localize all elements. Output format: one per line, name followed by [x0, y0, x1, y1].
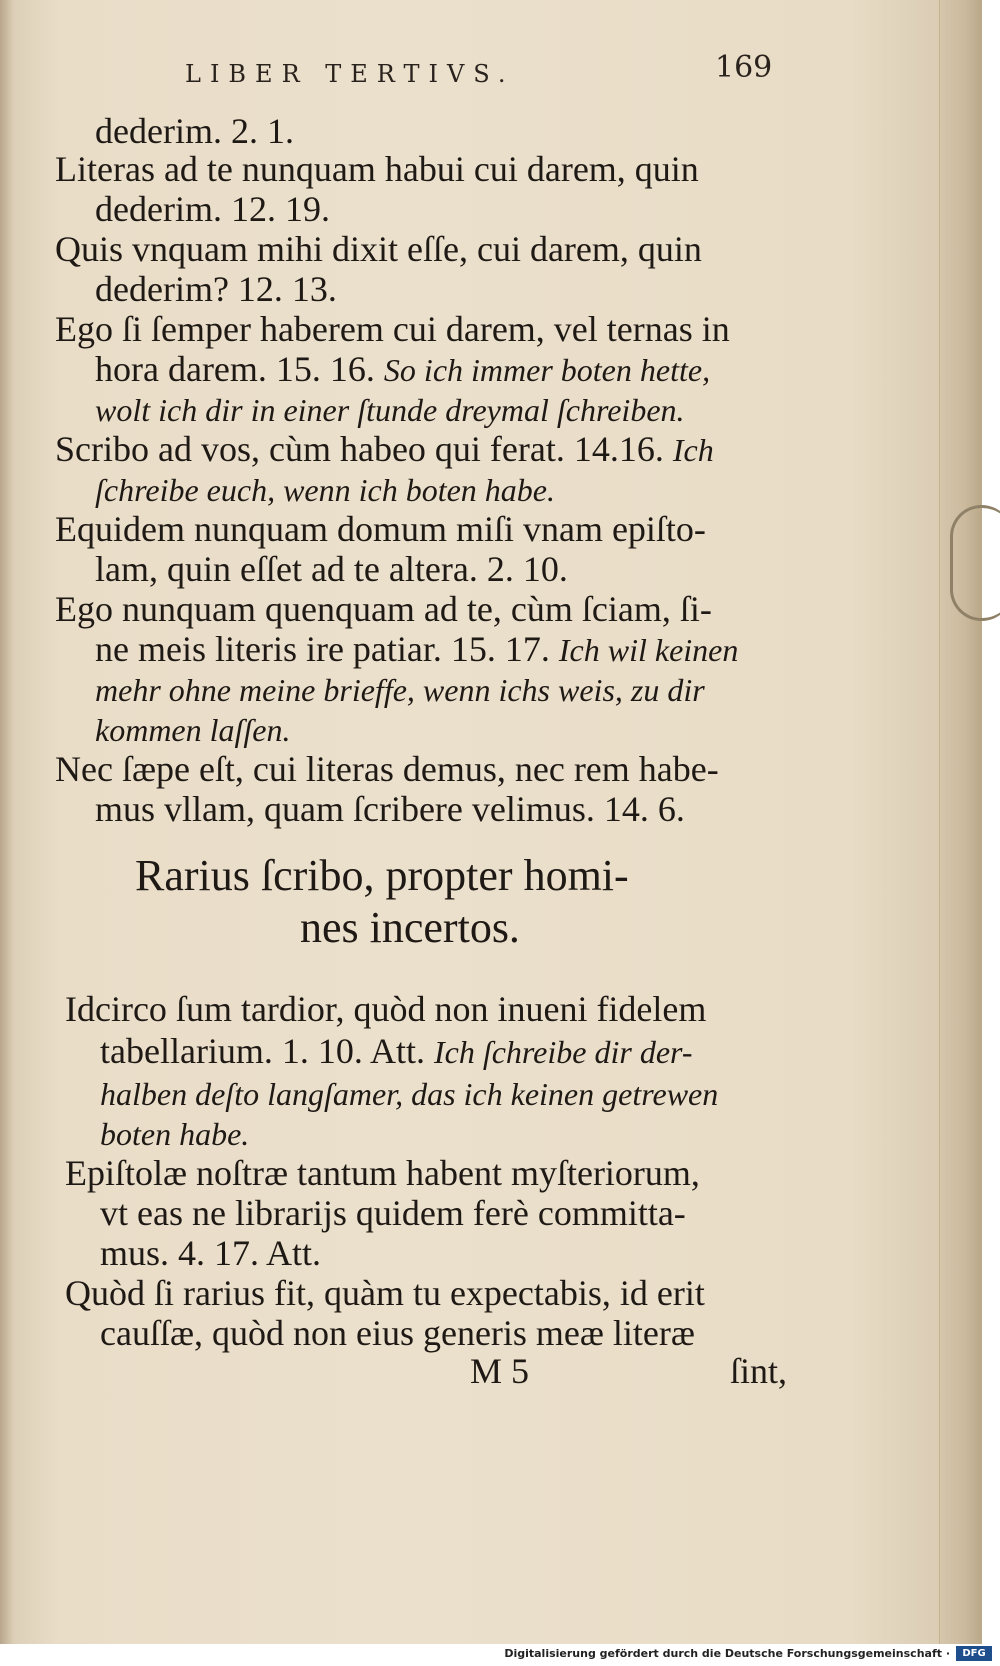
text-line: Scribo ad vos, cùm habeo qui ferat. 14.16. Ich	[55, 429, 714, 469]
text-line	[95, 468, 555, 510]
german-translation: So ich immer boten hette,	[383, 352, 711, 388]
text-line: Epiſtolæ noſtræ tantum habent myſteriorum,	[65, 1153, 700, 1193]
signature-mark: M 5	[470, 1351, 530, 1391]
text-line: Equidem nunquam domum miſi vnam epiſto-	[55, 509, 706, 549]
text-line: Quis vnquam mihi dixit eſſe, cui darem, quin	[55, 229, 702, 269]
text-line: dederim? 12. 13.	[95, 269, 337, 309]
text-line: vt eas ne librarijs quidem ferè committa-	[100, 1193, 686, 1233]
text-line: lam, quin eſſet ad te altera. 2. 10.	[95, 549, 568, 589]
german-translation: halben deſto langſamer, das ich keinen getrewen	[100, 1076, 719, 1112]
text-line	[100, 1112, 249, 1154]
german-translation: Ich	[672, 432, 714, 468]
german-translation: kommen laſſen.	[95, 712, 291, 748]
text-line: mus. 4. 17. Att.	[100, 1233, 322, 1273]
text-line: tabellarium. 1. 10. Att. Ich ſchreibe dir der-	[100, 1031, 693, 1071]
text-line	[95, 708, 291, 750]
german-translation: ſchreibe euch, wenn ich boten habe.	[95, 472, 555, 508]
text-line: dederim. 12. 19.	[95, 189, 330, 229]
text-line: Quòd ſi rarius fit, quàm tu expectabis, id erit	[65, 1273, 705, 1313]
page-number: 169	[715, 50, 773, 85]
text-line	[95, 668, 705, 710]
german-translation: wolt ich dir in einer ſtunde dreymal ſchreiben.	[95, 392, 685, 428]
running-title: LIBER TERTIVS.	[185, 60, 515, 88]
german-translation: boten habe.	[100, 1116, 250, 1152]
catchword: ſint,	[730, 1351, 788, 1391]
german-translation: Ich wil keinen	[558, 632, 739, 668]
text-line: mus vllam, quam ſcribere velimus. 14. 6.	[95, 789, 685, 829]
text-line	[95, 388, 685, 430]
footer-bar	[0, 1644, 1000, 1666]
text-line: Idcirco ſum tardior, quòd non inueni fidelem	[65, 989, 707, 1029]
text-line: Ego nunquam quenquam ad te, cùm ſciam, ſi-	[55, 589, 712, 629]
text-line: Literas ad te nunquam habui cui darem, quin	[55, 149, 699, 189]
section-heading: nes incertos.	[300, 903, 520, 952]
clasp-mark	[950, 505, 1000, 621]
text-line: ne meis literis ire patiar. 15. 17. Ich wil keinen	[95, 629, 739, 669]
text-line: Ego ſi ſemper haberem cui darem, vel ternas in	[55, 309, 730, 349]
german-translation: mehr ohne meine brieffe, wenn ichs weis, zu dir	[95, 672, 705, 708]
dfg-logo: DFG	[956, 1646, 992, 1661]
text-line: hora darem. 15. 16. So ich immer boten hette,	[95, 349, 711, 389]
section-heading: Rarius ſcribo, propter homi-	[135, 851, 629, 900]
german-translation: Ich ſchreibe dir der-	[433, 1034, 693, 1070]
running-head	[175, 50, 775, 90]
text-line	[100, 1072, 718, 1114]
text-line: cauſſæ, quòd non eius generis meæ literæ	[100, 1313, 695, 1353]
page-edge	[939, 0, 982, 1644]
text-line: Nec ſæpe eſt, cui literas demus, nec rem habe-	[55, 749, 719, 789]
footer-credit: Digitalisierung gefördert durch die Deutsche Forschungsgemeinschaft ·	[504, 1647, 950, 1660]
text-line: dederim. 2. 1.	[95, 111, 294, 151]
